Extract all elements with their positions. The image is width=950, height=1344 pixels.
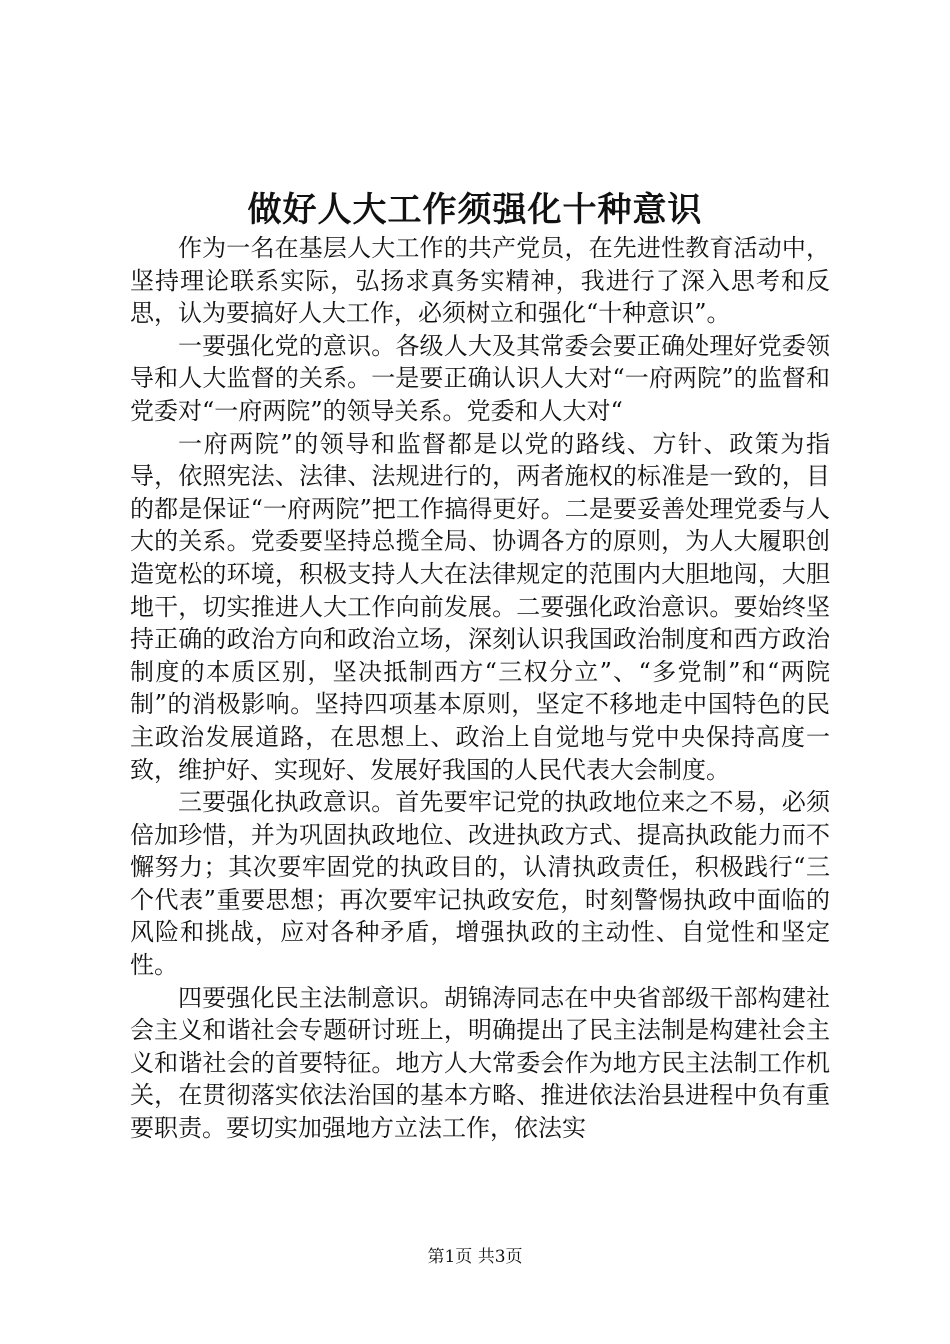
paragraph-political-awareness: 一府两院”的领导和监督都是以党的路线、方针、政策为指导，依照宪法、法律、法规进行的，两者施权的标准是一致的，目的都是保证“一府两院”把工作搞得更好。二是要妥善处理党委与人大的关系。党委要坚持总揽全局、协调各方的原则，为人大履职创造宽松的环境，积极支持人大在法律规定的范围内大胆地闯，大胆地干，切实推进人大工作向前发展。二要强化政治意识。要始终坚持正确的政治方向和政治立场，深刻认识我国政治制度和西方政治制度的本质区别，坚决抵制西方“三权分立”、“多党制”和“两院制”的消极影响。坚持四项基本原则，坚定不移地走中国特色的民主政治发展道路，在思想上、政治上自觉地与党中央保持高度一致，维护好、实现好、发展好我国的人民代表大会制度。 (130, 429, 830, 784)
document-title: 做好人大工作须强化十种意识 (247, 190, 703, 230)
paragraph-intro: 作为一名在基层人大工作的共产党员，在先进性教育活动中，坚持理论联系实际，弘扬求真务实精神，我进行了深入思考和反思，认为要搞好人大工作，必须树立和强化“十种意识”。 (130, 234, 830, 328)
document-body (130, 232, 830, 1145)
paragraph-democracy-law-awareness: 四要强化民主法制意识。胡锦涛同志在中央省部级干部构建社会主义和谐社会专题研讨班上，明确提出了民主法制是构建社会主义和谐社会的首要特征。地方人大常委会作为地方民主法制工作机关，在贯彻落实依法治国的基本方略、推进依法治县进程中负有重要职责。要切实加强地方立法工作，依法实 (130, 983, 830, 1143)
paragraph-party-awareness: 一要强化党的意识。各级人大及其常委会要正确处理好党委领导和人大监督的关系。一是要正确认识人大对“一府两院”的监督和党委对“一府两院”的领导关系。党委和人大对“ (130, 331, 830, 425)
paragraph-governing-awareness: 三要强化执政意识。首先要牢记党的执政地位来之不易，必须倍加珍惜，并为巩固执政地位、改进执政方式、提高执政能力而不懈努力；其次要牢固党的执政目的，认清执政责任，积极践行“三个代表”重要思想；再次要牢记执政安危，时刻警惕执政中面临的风险和挑战，应对各种矛盾，增强执政的主动性、自觉性和坚定性。 (130, 788, 830, 980)
page-footer: 第1页 共3页 (427, 1247, 523, 1267)
